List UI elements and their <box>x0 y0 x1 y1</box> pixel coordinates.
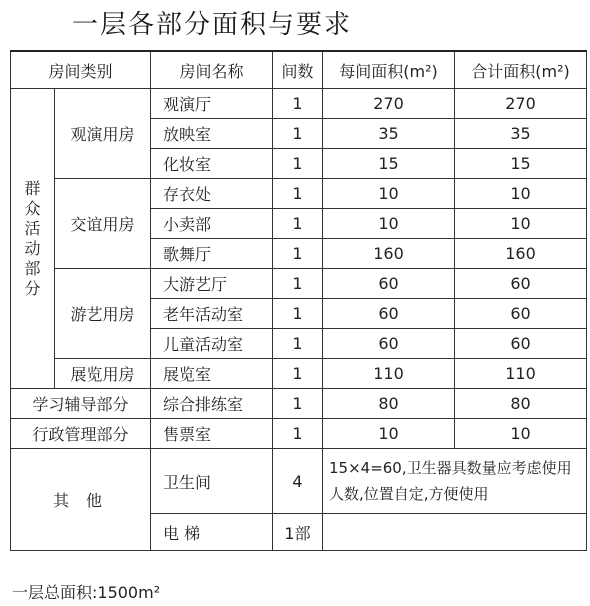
room-count: 1 <box>273 209 323 239</box>
category-xuexi: 学习辅导部分 <box>11 389 151 419</box>
table-row <box>11 419 587 449</box>
category-jiaoyi: 交谊用房 <box>55 179 151 269</box>
room-name: 综合排练室 <box>151 389 273 419</box>
each-area: 10 <box>323 209 455 239</box>
room-count: 1 <box>273 299 323 329</box>
table-row <box>11 269 587 299</box>
group-label: 群众活动部分 <box>11 89 55 389</box>
room-count: 1部 <box>273 514 323 551</box>
table-row <box>11 449 587 514</box>
table-header-row <box>11 51 587 89</box>
each-area: 110 <box>323 359 455 389</box>
room-count: 1 <box>273 179 323 209</box>
room-count: 1 <box>273 89 323 119</box>
room-name: 观演厅 <box>151 89 273 119</box>
total-area-footer: 一层总面积:1500m² <box>12 583 161 602</box>
total-area: 110 <box>455 359 587 389</box>
header-room-name: 房间名称 <box>151 51 273 89</box>
room-count: 1 <box>273 389 323 419</box>
total-area: 160 <box>455 239 587 269</box>
room-name: 存衣处 <box>151 179 273 209</box>
total-area: 15 <box>455 149 587 179</box>
room-name: 化妆室 <box>151 149 273 179</box>
room-name: 大游艺厅 <box>151 269 273 299</box>
each-area: 35 <box>323 119 455 149</box>
page-title: 一层各部分面积与要求 <box>72 10 353 40</box>
each-area: 10 <box>323 179 455 209</box>
total-area: 10 <box>455 419 587 449</box>
empty-cell <box>323 514 587 551</box>
restroom-note: 15×4=60,卫生器具数量应考虑使用人数,位置自定,方便使用 <box>323 449 587 514</box>
total-area: 10 <box>455 209 587 239</box>
room-name: 卫生间 <box>151 449 273 514</box>
total-area: 60 <box>455 299 587 329</box>
table-row <box>11 89 587 119</box>
table-row <box>11 179 587 209</box>
category-qita: 其 他 <box>11 449 151 551</box>
category-guanyan: 观演用房 <box>55 89 151 179</box>
room-count: 1 <box>273 239 323 269</box>
total-area: 60 <box>455 269 587 299</box>
each-area: 10 <box>323 419 455 449</box>
category-youyi: 游艺用房 <box>55 269 151 359</box>
each-area: 60 <box>323 299 455 329</box>
room-count: 1 <box>273 329 323 359</box>
total-area: 60 <box>455 329 587 359</box>
room-name: 电 梯 <box>151 514 273 551</box>
each-area: 270 <box>323 89 455 119</box>
total-area: 35 <box>455 119 587 149</box>
each-area: 60 <box>323 269 455 299</box>
room-name: 儿童活动室 <box>151 329 273 359</box>
total-area: 10 <box>455 179 587 209</box>
room-count: 1 <box>273 269 323 299</box>
header-category: 房间类别 <box>11 51 151 89</box>
table-row <box>11 359 587 389</box>
each-area: 160 <box>323 239 455 269</box>
room-count: 4 <box>273 449 323 514</box>
room-count: 1 <box>273 359 323 389</box>
header-count: 间数 <box>273 51 323 89</box>
room-name: 放映室 <box>151 119 273 149</box>
room-name: 老年活动室 <box>151 299 273 329</box>
header-each-area: 每间面积(m²) <box>323 51 455 89</box>
total-area: 270 <box>455 89 587 119</box>
room-name: 小卖部 <box>151 209 273 239</box>
room-count: 1 <box>273 149 323 179</box>
each-area: 15 <box>323 149 455 179</box>
room-name: 售票室 <box>151 419 273 449</box>
room-count: 1 <box>273 119 323 149</box>
total-area: 80 <box>455 389 587 419</box>
room-name: 展览室 <box>151 359 273 389</box>
table-row <box>11 389 587 419</box>
room-count: 1 <box>273 419 323 449</box>
each-area: 80 <box>323 389 455 419</box>
category-xingzheng: 行政管理部分 <box>11 419 151 449</box>
category-zhanlan: 展览用房 <box>55 359 151 389</box>
header-total-area: 合计面积(m²) <box>455 51 587 89</box>
area-table <box>10 50 587 551</box>
each-area: 60 <box>323 329 455 359</box>
room-name: 歌舞厅 <box>151 239 273 269</box>
